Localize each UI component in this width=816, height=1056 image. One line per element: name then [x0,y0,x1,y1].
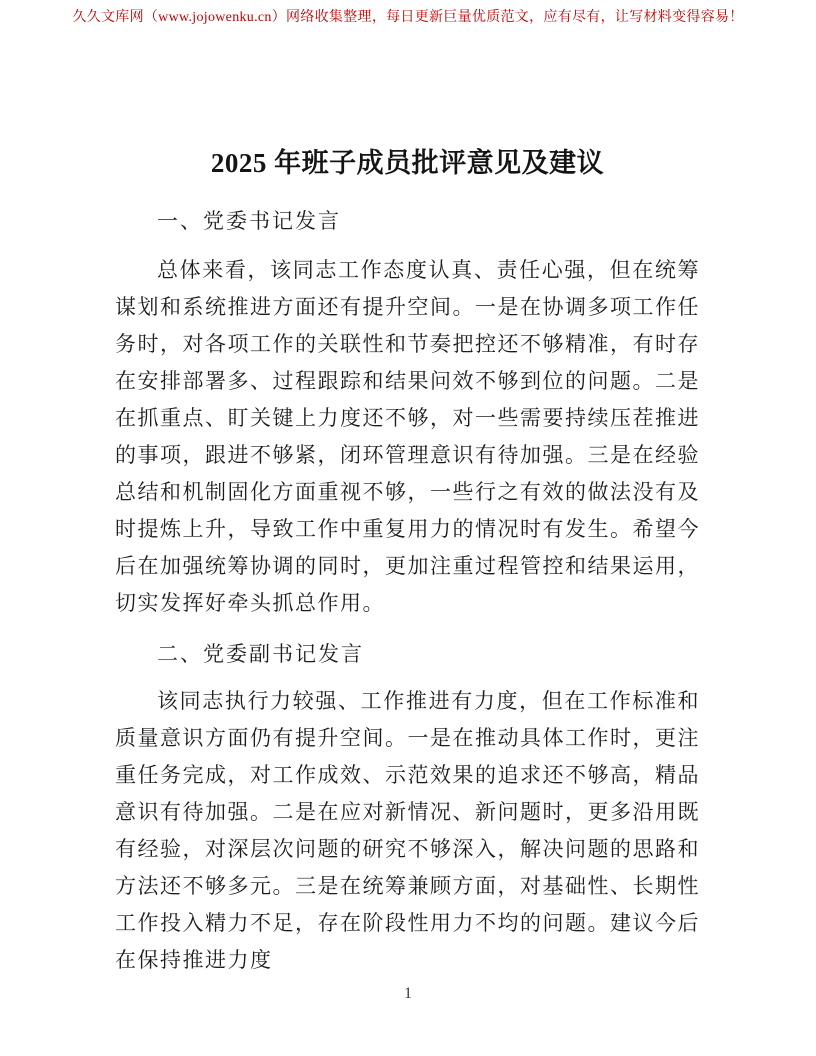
watermark-header-notice: 久久文库网（www.jojowenku.cn）网络收集整理，每日更新巨量优质范文，应有尽有，让写材料变得容易！ [72,10,744,25]
document-title: 2025 年班子成员批评意见及建议 [210,148,605,178]
section-1-paragraph: 总体来看，该同志工作态度认真、责任心强，但在统筹谋划和系统推进方面还有提升空间。一是在协调多项工作任务时，对各项工作的关联性和节奏把控还不够精准，有时存在安排部署多、过程跟踪和结果问效不够到位的问题。二是在抓重点、盯关键上力度还不够，对一些需要持续压茬推进的事项，跟进不够紧，闭环管理意识有待加强。三是在经验总结和机制固化方面重视不够，一些行之有效的做法没有及时提炼上升，导致工作中重复用力的情况时有发生。希望今后在加强统筹协调的同时，更加注重过程管控和结果运用，切实发挥好牵头抓总作用。 [115,258,700,615]
section-heading-1: 一、党委书记发言 [157,209,341,233]
document-body [115,0,700,979]
section-2-paragraph: 该同志执行力较强、工作推进有力度，但在工作标准和质量意识方面仍有提升空间。一是在推动具体工作时，更注重任务完成，对工作成效、示范效果的追求还不够高，精品意识有待加强。二是在应对新情况、新问题时，更多沿用既有经验，对深层次问题的研究不够深入，解决问题的思路和方法还不够多元。三是在统筹兼顾方面，对基础性、长期性工作投入精力不足，存在阶段性用力不均的问题。建议今后在保持推进力度 [115,689,700,972]
page-number: 1 [404,985,412,1002]
section-heading-2: 二、党委副书记发言 [157,642,364,666]
